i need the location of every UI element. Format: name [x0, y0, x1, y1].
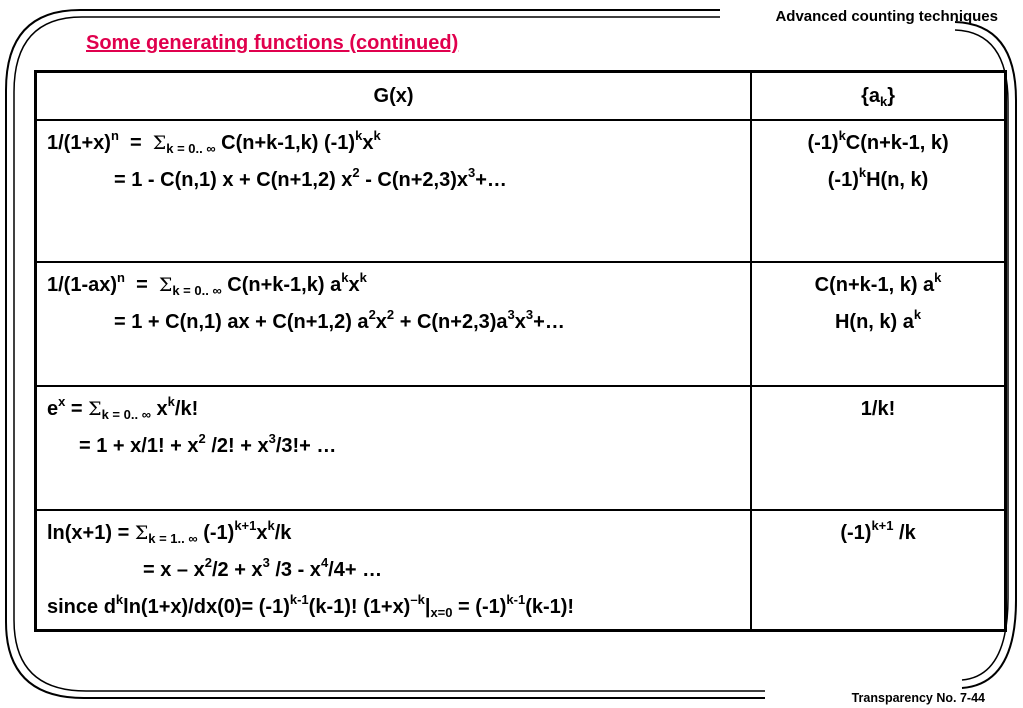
sigma-symbol: Σ — [88, 398, 102, 420]
transparency-number: Transparency No. 7-44 — [851, 691, 985, 705]
section-title: Advanced counting techniques — [775, 8, 998, 25]
column-header-gx: G(x) — [36, 72, 752, 121]
formula-line: $(-1)^kH(n$, k) — [827, 165, 929, 191]
sigma-symbol: Σ — [152, 132, 167, 154]
formula-line: $\ln(x+1) = \Sigma_{k = 1.. \infty}$ $(-1)^{k+1}x^k/k$ — [47, 518, 292, 546]
gx-cell — [36, 510, 752, 630]
column-header-ak: $\{a_k\}$ — [751, 72, 1005, 121]
gx-cell — [36, 120, 752, 262]
table-row — [36, 120, 1006, 262]
formula-line: H(n, k) $a^k$ — [834, 307, 922, 333]
table-header-row — [36, 72, 1006, 121]
sigma-symbol: Σ — [158, 274, 173, 296]
formula-line: C(n+k-1, k) $a^k$ — [814, 270, 942, 296]
formula-line: = 1 + C(n,1) ax + C(n+1,2) $a^2x^2$ + $C(n+2,3)a^3x^3+\dots$ — [114, 307, 565, 333]
ak-cell — [751, 386, 1005, 510]
formula-line: 1/k! — [860, 398, 896, 420]
formula-line: $e^x = \Sigma_{k = 0.. \infty}$ $x^k/k$! — [47, 394, 199, 422]
slide-title: Some generating functions (continued) — [86, 32, 459, 54]
formula-line: = 1 - C(n,1) x + C(n+1,2) $x^2$ - $C(n+2,3)x^3+\dots$ — [114, 165, 507, 191]
sigma-symbol: Σ — [134, 522, 149, 544]
ak-cell — [751, 262, 1005, 386]
ak-cell — [751, 510, 1005, 630]
formula-line: = 1 + x/1! + $x^2$ /2! + $x^3/3!+$ … — [79, 431, 337, 457]
formula-line: since $d^k\ln(1+x)/dx(0)= (-1)^{k-1}(k-1)$! $(1+x)^{-k}|_{x=0} = (-1)^{k-1}(k-1)$! — [47, 592, 575, 620]
table-row — [36, 262, 1006, 386]
formula-line: $(-1)^kC(n+k-1$, k) — [807, 128, 949, 154]
gx-cell — [36, 262, 752, 386]
gx-cell — [36, 386, 752, 510]
ak-cell — [751, 120, 1005, 262]
table-row — [36, 510, 1006, 630]
formula-line: $1/(1-ax)^n = \Sigma_{k = 0.. \infty}$ C(n+k-1,k) $a^kx^k$ — [47, 270, 367, 298]
formula-line: $1/(1+x)^n = \Sigma_{k = 0.. \infty}$ C(n+k-1,k) $(-1)^kx^k$ — [47, 128, 381, 156]
formula-line: $(-1)^{k+1}$ /k — [840, 518, 916, 544]
generating-functions-table — [34, 70, 1007, 632]
table-row — [36, 386, 1006, 510]
formula-line: = $x - x^2/2 + x^3$ $/3 - x^4/4+$ … — [143, 555, 383, 581]
